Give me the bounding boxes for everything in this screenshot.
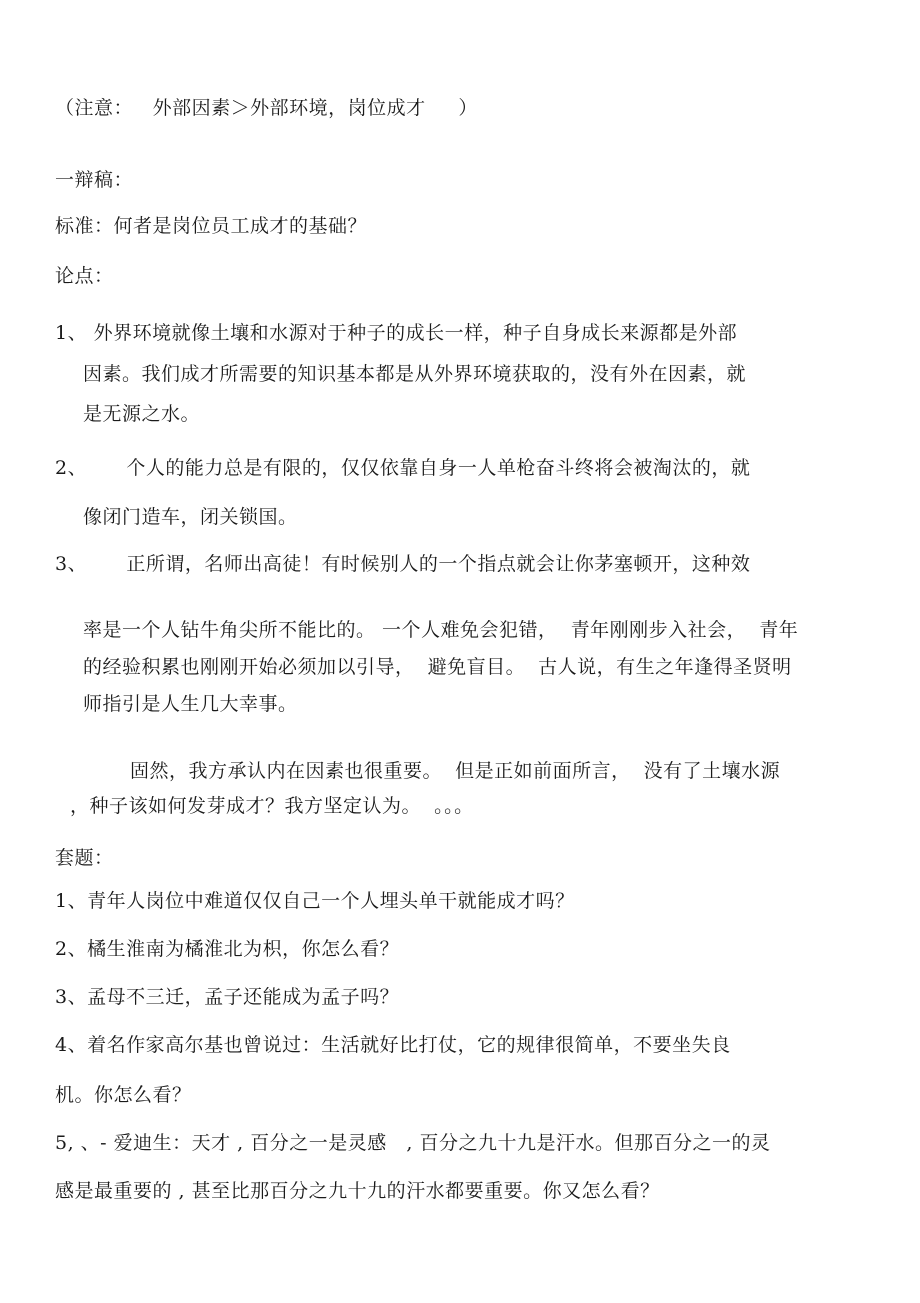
point-1-line-3: 是无源之水。 [83, 403, 201, 425]
points-label: 论点： [55, 265, 114, 287]
heading: 一辩稿： [55, 169, 134, 191]
point-3-line-2: 率是一个人钻牛角尖所不能比的。 一个人难免会犯错， 青年刚刚步入社会， 青年 [83, 619, 799, 641]
question-5-line-2: 感是最重要的 , 甚至比那百分之九十九的汗水都要重要。你又怎么看？ [55, 1180, 660, 1202]
question-3: 3、孟母不三迁，孟子还能成为孟子吗？ [55, 986, 400, 1008]
question-1: 1、青年人岗位中难道仅仅自己一个人埋头单干就能成才吗？ [55, 890, 575, 912]
point-1-line-2: 因素。我们成才所需要的知识基本都是从外界环境获取的，没有外在因素，就 [83, 363, 747, 385]
question-5-line-1: 5, 、- 爱迪生：天才 , 百分之一是灵感 , 百分之九十九是汗水。但那百分之一的灵 [55, 1132, 771, 1154]
question-2: 2、橘生淮南为橘淮北为枳，你怎么看？ [55, 938, 400, 960]
point-3-line-1: 3、 正所谓，名师出高徒！有时候别人的一个指点就会让你茅塞顿开，这种效 [55, 553, 751, 575]
note-line: （注意： 外部因素＞外部环境，岗位成才 ） [55, 97, 478, 119]
questions-label: 套题： [55, 847, 114, 869]
point-2-line-2: 像闭门造车，闭关锁国。 [83, 506, 298, 528]
question-4-line-2: 机。你怎么看？ [55, 1084, 192, 1106]
standard-line: 标准：何者是岗位员工成才的基础？ [55, 215, 368, 237]
closing-line-1: 固然，我方承认内在因素也很重要。 但是正如前面所言， 没有了土壤水源 [130, 760, 781, 782]
point-3-line-3: 的经验积累也刚刚开始必须加以引导， 避免盲目。 古人说，有生之年逢得圣贤明 [83, 656, 792, 678]
point-3-line-4: 师指引是人生几大幸事。 [83, 693, 298, 715]
point-2-line-1: 2、 个人的能力总是有限的，仅仅依靠自身一人单枪奋斗终将会被淘汰的，就 [55, 457, 751, 479]
closing-line-2: ，种子该如何发芽成才？我方坚定认为。 。。。 [70, 795, 474, 817]
point-1-line-1: 1、 外界环境就像土壤和水源对于种子的成长一样，种子自身成长来源都是外部 [55, 322, 738, 344]
question-4-line-1: 4、着名作家高尔基也曾说过：生活就好比打仗，它的规律很简单，不要坐失良 [55, 1034, 731, 1056]
